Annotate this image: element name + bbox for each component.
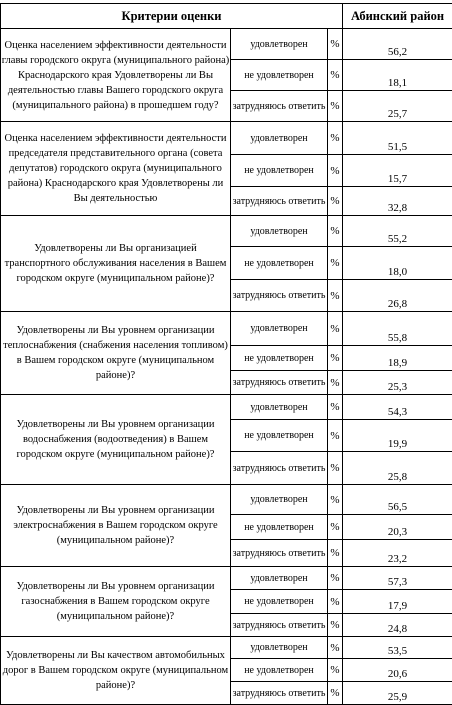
question-cell [1, 395, 231, 485]
percent-value: 26,8 [343, 280, 452, 312]
percent-value: 18,0 [343, 247, 452, 280]
percent-value: 18,9 [343, 346, 452, 371]
answer-label: удовлетворен [231, 122, 328, 155]
table-row [1, 29, 452, 60]
criteria-header: Критерии оценки [1, 4, 343, 29]
question-cell [1, 29, 231, 122]
question-text: Удовлетворены ли Вы уровнем организации теплоснабжения (снабжения населения топливом) в Вашем городском округе (муниципальном районе)? [1, 323, 230, 383]
percent-value: 55,8 [343, 312, 452, 346]
answer-label: затрудняюсь ответить [231, 614, 328, 637]
table-row [1, 485, 452, 515]
percent-unit: % [328, 122, 343, 155]
answer-label: затрудняюсь ответить [231, 280, 328, 312]
answer-label: не удовлетворен [231, 60, 328, 91]
answer-label: затрудняюсь ответить [231, 682, 328, 705]
question-text: Удовлетворены ли Вы уровнем организации электроснабжения в Вашем городском округе (муниципальном районе)? [1, 503, 230, 548]
answer-label: удовлетворен [231, 216, 328, 247]
question-text: Удовлетворены ли Вы уровнем организации газоснабжения в Вашем городском округе (муниципальном районе)? [1, 579, 230, 624]
percent-value: 23,2 [343, 540, 452, 567]
answer-label: удовлетворен [231, 29, 328, 60]
percent-unit: % [328, 590, 343, 614]
percent-value: 15,7 [343, 155, 452, 187]
table-row [1, 312, 452, 346]
question-cell [1, 122, 231, 216]
answer-label: не удовлетворен [231, 590, 328, 614]
percent-unit: % [328, 216, 343, 247]
percent-unit: % [328, 515, 343, 540]
percent-value: 56,2 [343, 29, 452, 60]
header-row [1, 4, 452, 29]
percent-value: 19,9 [343, 420, 452, 452]
answer-label: затрудняюсь ответить [231, 91, 328, 122]
percent-value: 18,1 [343, 60, 452, 91]
question-cell [1, 216, 231, 312]
question-text: Оценка населением эффективности деятельности главы городского округа (муниципального района) Краснодарского края Удовлетворены ли Вы деятельностью главы Вашего городского округа (муниципального района) в прошедшем году? [1, 38, 230, 113]
answer-label: не удовлетворен [231, 346, 328, 371]
percent-unit: % [328, 312, 343, 346]
percent-unit: % [328, 567, 343, 590]
percent-unit: % [328, 247, 343, 280]
percent-value: 54,3 [343, 395, 452, 420]
percent-value: 17,9 [343, 590, 452, 614]
table-row [1, 122, 452, 155]
question-cell [1, 312, 231, 395]
region-header: Абинский район [343, 4, 452, 29]
table-row [1, 395, 452, 420]
percent-unit: % [328, 452, 343, 485]
answer-label: удовлетворен [231, 312, 328, 346]
percent-unit: % [328, 155, 343, 187]
question-cell [1, 637, 231, 705]
percent-unit: % [328, 91, 343, 122]
question-cell [1, 567, 231, 637]
answer-label: не удовлетворен [231, 515, 328, 540]
percent-unit: % [328, 29, 343, 60]
answer-label: затрудняюсь ответить [231, 371, 328, 395]
table-row [1, 567, 452, 590]
percent-unit: % [328, 540, 343, 567]
percent-value: 20,6 [343, 659, 452, 682]
percent-unit: % [328, 280, 343, 312]
percent-value: 25,3 [343, 371, 452, 395]
percent-value: 51,5 [343, 122, 452, 155]
percent-unit: % [328, 659, 343, 682]
percent-value: 32,8 [343, 187, 452, 216]
percent-unit: % [328, 485, 343, 515]
answer-label: удовлетворен [231, 395, 328, 420]
question-text: Удовлетворены ли Вы организацией транспортного обслуживания населения в Вашем городском округе (муниципальном районе)? [1, 241, 230, 286]
table-row [1, 216, 452, 247]
percent-value: 24,8 [343, 614, 452, 637]
answer-label: затрудняюсь ответить [231, 452, 328, 485]
percent-unit: % [328, 60, 343, 91]
percent-value: 25,9 [343, 682, 452, 705]
answer-label: затрудняюсь ответить [231, 540, 328, 567]
percent-unit: % [328, 614, 343, 637]
percent-unit: % [328, 420, 343, 452]
answer-label: удовлетворен [231, 485, 328, 515]
answer-label: удовлетворен [231, 637, 328, 659]
percent-value: 20,3 [343, 515, 452, 540]
question-text: Удовлетворены ли Вы уровнем организации водоснабжения (водоотведения) в Вашем городском округе (муниципальном районе)? [1, 417, 230, 462]
percent-unit: % [328, 637, 343, 659]
survey-table [0, 3, 452, 705]
table-row [1, 637, 452, 659]
question-text: Удовлетворены ли Вы качеством автомобильных дорог в Вашем городском округе (муниципальном районе)? [1, 648, 230, 693]
percent-unit: % [328, 371, 343, 395]
percent-value: 25,7 [343, 91, 452, 122]
answer-label: не удовлетворен [231, 420, 328, 452]
answer-label: не удовлетворен [231, 659, 328, 682]
percent-unit: % [328, 682, 343, 705]
answer-label: затрудняюсь ответить [231, 187, 328, 216]
answer-label: не удовлетворен [231, 155, 328, 187]
percent-value: 56,5 [343, 485, 452, 515]
answer-label: удовлетворен [231, 567, 328, 590]
question-cell [1, 485, 231, 567]
table-body [1, 29, 452, 705]
percent-value: 25,8 [343, 452, 452, 485]
percent-value: 57,3 [343, 567, 452, 590]
percent-unit: % [328, 346, 343, 371]
answer-label: не удовлетворен [231, 247, 328, 280]
percent-value: 53,5 [343, 637, 452, 659]
percent-value: 55,2 [343, 216, 452, 247]
question-text: Оценка населением эффективности деятельности председателя представительного органа (совета депутатов) городского округа (муниципального района) Краснодарского края Удовлетворены ли Вы деятельностью [1, 131, 230, 206]
percent-unit: % [328, 187, 343, 216]
percent-unit: % [328, 395, 343, 420]
